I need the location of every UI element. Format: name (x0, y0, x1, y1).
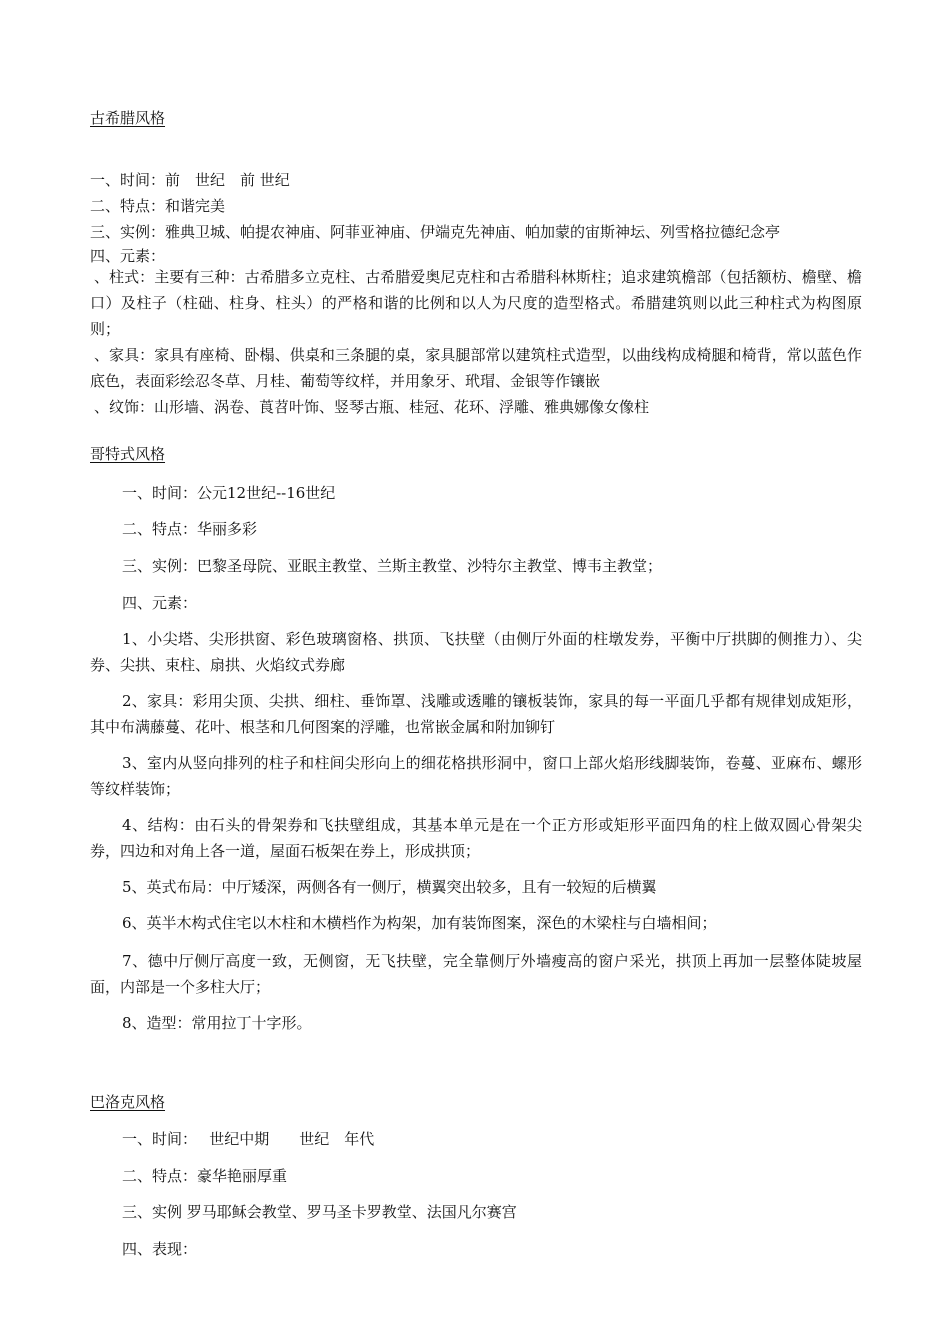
greek-feature: 二、特点：和谐完美 (90, 197, 226, 215)
greek-time: 一、时间：前 世纪 前 世纪 (90, 171, 290, 189)
gothic-element-3: 3、室内从竖向排列的柱子和柱间尖形向上的细花格拱形洞中，窗口上部火焰形线脚装饰，卷蔓、亚麻布、螺形等纹样装饰； (90, 754, 862, 798)
gothic-time: 一、时间：公元12世纪--16世纪 (122, 484, 336, 502)
gothic-element-1: 1、小尖塔、尖形拱窗、彩色玻璃窗格、拱顶、飞扶壁（由侧厅外面的柱墩发券，平衡中厅拱脚的侧推力）、尖券、尖拱、束柱、扇拱、火焰纹式券廊 (90, 630, 862, 674)
greek-columns-paragraph: 、柱式：主要有三种：古希腊多立克柱、古希腊爱奥尼克柱和古希腊科林斯柱；追求建筑檐部（包括额枋、檐壁、檐口）及柱子（柱础、柱身、柱头）的严格和谐的比例和以人为尺度的造型格式。希腊建筑则以此三种柱式为构图原则； (90, 268, 862, 338)
baroque-expression: 四、表现： (122, 1240, 198, 1258)
greek-ornament-paragraph: 、纹饰：山形墙、涡卷、莨苕叶饰、竖琴古瓶、桂冠、花环、浮雕、雅典娜像女像柱 (94, 398, 650, 416)
gothic-element-7: 7、德中厅侧厅高度一致，无侧窗，无飞扶壁，完全靠侧厅外墙瘦高的窗户采光，拱顶上再加一层整体陡坡屋面，内部是一个多柱大厅； (90, 952, 862, 996)
gothic-elements: 四、元素： (122, 594, 198, 612)
gothic-examples: 三、实例：巴黎圣母院、亚眠主教堂、兰斯主教堂、沙特尔主教堂、博韦主教堂； (122, 557, 663, 575)
baroque-time: 一、时间： 世纪中期 世纪 年代 (122, 1130, 375, 1148)
baroque-feature: 二、特点：豪华艳丽厚重 (122, 1167, 288, 1185)
gothic-heading: 哥特式风格 (90, 445, 166, 463)
greek-heading: 古希腊风格 (90, 109, 166, 127)
gothic-feature: 二、特点：华丽多彩 (122, 520, 258, 538)
greek-furniture-paragraph: 、家具：家具有座椅、卧榻、供桌和三条腿的桌，家具腿部常以建筑柱式造型，以曲线构成椅腿和椅背，常以蓝色作底色，表面彩绘忍冬草、月桂、葡萄等纹样，并用象牙、玳瑁、金银等作镶嵌 (90, 346, 862, 390)
greek-examples: 三、实例：雅典卫城、帕提农神庙、阿菲亚神庙、伊端克先神庙、帕加蒙的宙斯神坛、列雪格拉德纪念亭 (90, 223, 781, 241)
greek-elements: 四、元素： (90, 247, 166, 265)
gothic-element-4: 4、结构：由石头的骨架券和飞扶壁组成，其基本单元是在一个正方形或矩形平面四角的柱上做双圆心骨架尖券，四边和对角上各一道，屋面石板架在券上，形成拱顶； (90, 816, 862, 860)
gothic-element-8: 8、造型：常用拉丁十字形。 (122, 1014, 312, 1032)
baroque-examples: 三、实例 罗马耶稣会教堂、罗马圣卡罗教堂、法国凡尔赛宫 (122, 1203, 517, 1221)
gothic-element-5: 5、英式布局：中厅矮深，两侧各有一侧厅，横翼突出较多，且有一较短的后横翼 (122, 878, 657, 896)
baroque-heading: 巴洛克风格 (90, 1093, 166, 1111)
gothic-element-2: 2、家具：彩用尖顶、尖拱、细柱、垂饰罩、浅雕或透雕的镶板装饰，家具的每一平面几乎都有规律划成矩形，其中布满藤蔓、花叶、根茎和几何图案的浮雕，也常嵌金属和附加铆钉 (90, 692, 862, 736)
gothic-element-6: 6、英半木构式住宅以木柱和木横档作为构架，加有装饰图案，深色的木梁柱与白墙相间； (122, 914, 717, 932)
